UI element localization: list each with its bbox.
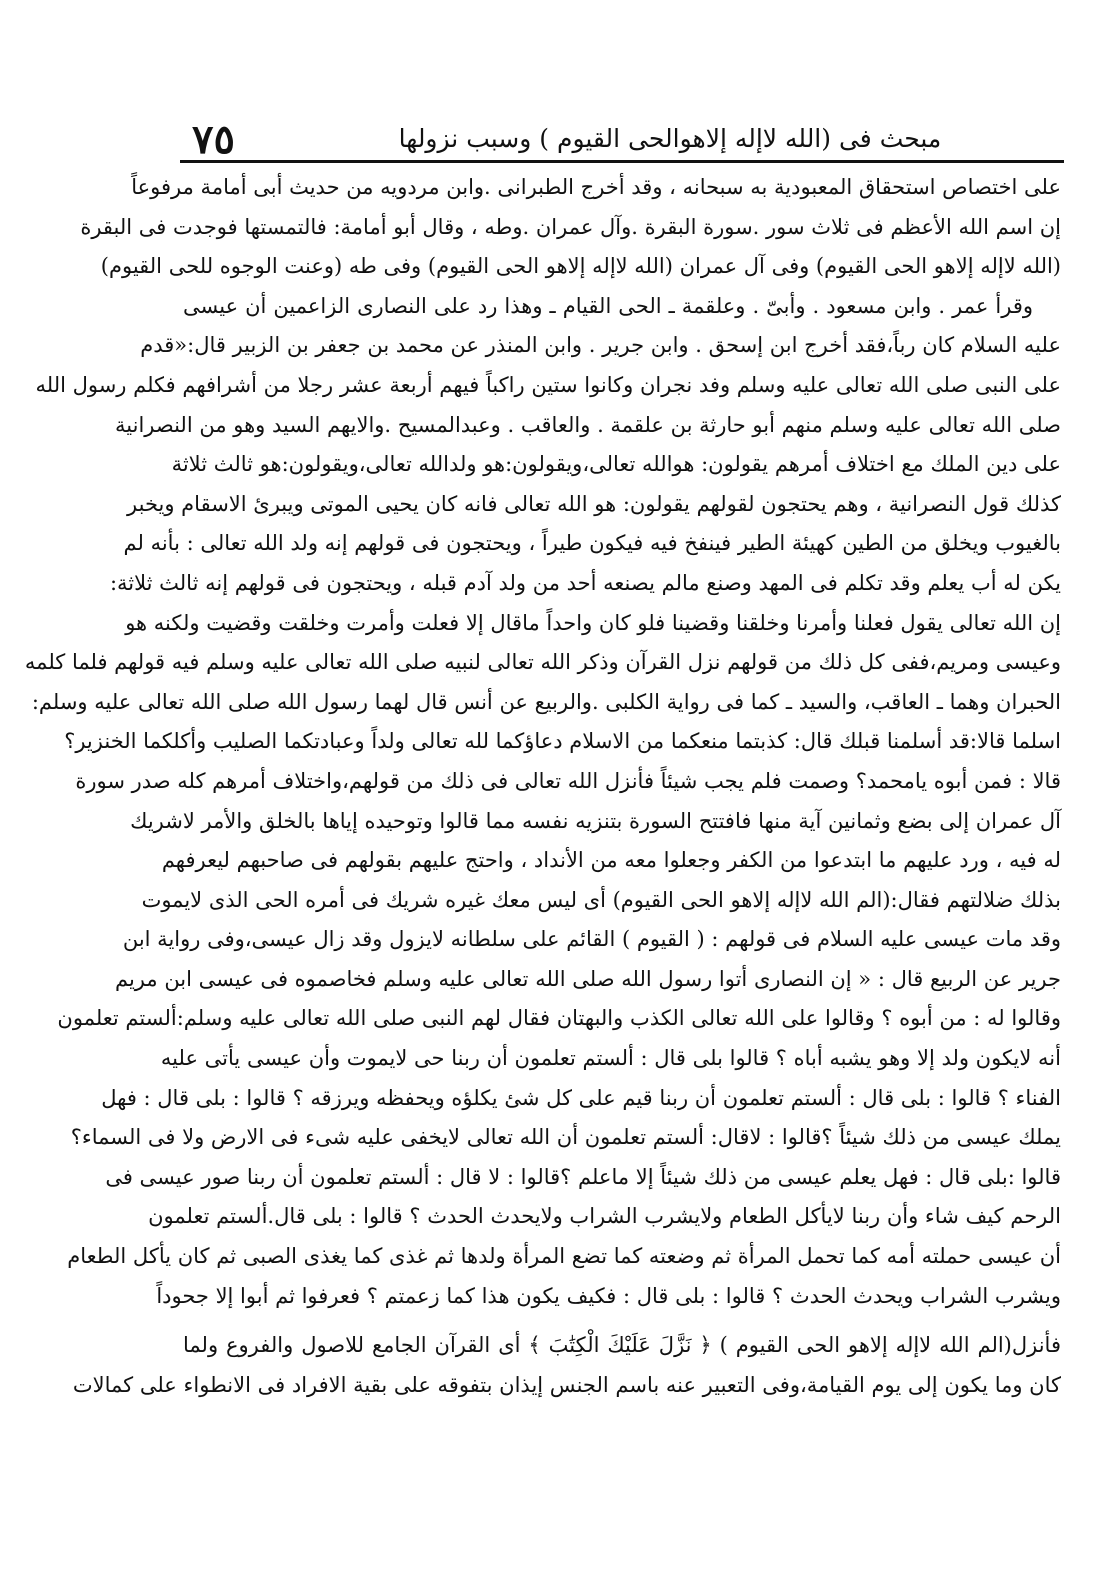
text-line: بذلك ضلالتهم فقال:(الم الله لاإله إلاهو الحى القيوم) أى ليس معك غيره شريك فى أمره الحى الذى لايموت (141, 887, 1061, 912)
text-line: اسلما قالا:قد أسلمنا قبلك قال: كذبتما منعكما من الاسلام دعاؤكما لله تعالى ولداً وعبادتكما الصليب وأكلكما الخنزير؟ (64, 729, 1061, 754)
text-line: فأنزل(الم الله لاإله إلاهو الحى القيوم ) ﴿ نَزَّلَ عَلَيْكَ الْكِتَٰبَ ﴾ أى القرآن الجامع للاصول والفروع ولما (183, 1333, 1061, 1358)
text-line: بالغيوب ويخلق من الطين كهيئة الطير فينفخ فيه فيكون طيراً ، ويحتجون فى قولهم إنه ولد الله تعالى : بأنه لم (123, 531, 1061, 556)
text-line: على النبى صلى الله تعالى عليه وسلم وفد نجران وكانوا ستين راكباً فيهم أربعة عشر رجلا من أشرافهم فكلم رسول الله (35, 372, 1061, 397)
text-line: إن الله تعالى يقول فعلنا وأمرنا وخلقنا وقضينا فلو كان واحداً ماقال إلا فعلت وأمرت وخلقت وقضيت ولكنه هو (125, 610, 1061, 635)
text-line: جرير عن الربيع قال : « إن النصارى أتوا رسول الله صلى الله تعالى عليه وسلم فخاصموه فى عيسى ابن مريم (114, 966, 1061, 991)
text-line: على اختصاص استحقاق المعبودية به سبحانه ، وقد أخرج الطبرانى .وابن مردويه من حديث أبى أمامة مرفوعاً (131, 175, 1061, 199)
text-line: ويشرب الشراب ويحدث الحدث ؟ قالوا : بلى قال : فكيف يكون هذا كما زعمتم ؟ فعرفوا ثم أبوا إلا جحوداً (156, 1283, 1061, 1308)
page-number: ٧٥ (192, 116, 235, 163)
text-line: (الله لاإله إلاهو الحى القيوم) وفى آل عمران (الله لاإله إلاهو الحى القيوم) وفى طه (وعنت الوجوه للحى القيوم) (100, 254, 1061, 279)
text-line: له فيه ، ورد عليهم ما ابتدعوا من الكفر وجعلوا معه من الأنداد ، واحتج عليهم بقولهم فى صاحبهم ليعرفهم (161, 848, 1061, 873)
text-line: وعيسى ومريم،ففى كل ذلك من قولهم نزل القرآن وذكر الله تعالى لنبيه صلى الله تعالى عليه وسلم فيه قولهم فلما كلمه (24, 650, 1061, 675)
text-line: وقالوا له : من أبوه ؟ وقالوا على الله تعالى الكذب والبهتان فقال لهم النبى صلى الله تعالى عليه وسلم:ألستم تعلمون (57, 1006, 1061, 1031)
text-line: الرحم كيف شاء وأن ربنا لايأكل الطعام ولايشرب الشراب ولايحدث الحدث ؟ قالوا : بلى قال.ألستم تعلمون (148, 1204, 1061, 1229)
text-line: الحبران وهما ـ العاقب، والسيد ـ كما فى رواية الكلبى .والربيع عن أنس قال لهما رسول الله صلى الله تعالى عليه وسلم: (31, 689, 1061, 714)
text-line: كذلك قول النصرانية ، وهم يحتجون لقولهم يقولون: هو الله تعالى فانه كان يحيى الموتى ويبرئ الاسقام ويخبر (127, 491, 1061, 516)
text-line: وقرأ عمر . وابن مسعود . وأبىّ . وعلقمة ـ الحى القيام ـ وهذا رد على النصارى الزاعمين أن عيسى (183, 293, 1033, 318)
text-line: قالا : فمن أبوه يامحمد؟ وصمت فلم يجب شيئاً فأنزل الله تعالى فى ذلك من قولهم،واختلاف أمرهم كله صدر سورة (75, 768, 1061, 793)
text-line: الفناء ؟ قالوا : بلى قال : ألستم تعلمون أن ربنا قيم على كل شئ يكلؤه ويحفظه ويرزقه ؟ قالوا : بلى قال : فهل (101, 1085, 1061, 1110)
running-title: مبحث فى (الله لاإله إلاهوالحى القيوم ) وسبب نزولها (398, 124, 942, 153)
text-line: إن اسم الله الأعظم فى ثلاث سور .سورة البقرة .وآل عمران .وطه ، وقال أبو أمامة: فالتمستها فوجدت فى البقرة (80, 214, 1061, 239)
text-line: صلى الله تعالى عليه وسلم منهم أبو حارثة بن علقمة . والعاقب . وعبدالمسيح .والايهم السيد وهو من النصرانية (115, 412, 1061, 437)
text-line: وقد مات عيسى عليه السلام فى قولهم : ( القيوم ) القائم على سلطانه لايزول وقد زال عيسى،وفى رواية ابن (122, 927, 1061, 952)
page-header (180, 112, 1060, 162)
text-line: عليه السلام كان رباً،فقد أخرج ابن إسحق . وابن جرير . وابن المنذر عن محمد بن جعفر بن الزبير قال:«قدم (140, 333, 1061, 358)
body-text (24, 168, 1061, 1405)
text-line: أنه لايكون ولد إلا وهو يشبه أباه ؟ قالوا بلى قال : ألستم تعلمون أن ربنا حى لايموت وأن عيسى يأتى عليه (160, 1046, 1061, 1071)
text-line: آل عمران إلى بضع وثمانين آية منها فافتتح السورة بتنزيه نفسه مما قالوا وتوحيده إياها بالخلق والأمر لاشريك (130, 808, 1061, 833)
text-line: كان وما يكون إلى يوم القيامة،وفى التعبير عنه باسم الجنس إيذان بتفوقه على بقية الافراد فى الانطواء على كمالات (72, 1372, 1061, 1397)
text-line: على دين الملك مع اختلاف أمرهم يقولون: هوالله تعالى،ويقولون:هو ولدالله تعالى،ويقولون:هو ثالث ثلاثة (171, 452, 1061, 477)
text-line: قالوا :بلى قال : فهل يعلم عيسى من ذلك شيئاً إلا ماعلم ؟قالوا : لا قال : ألستم تعلمون أن ربنا صور عيسى فى (105, 1164, 1061, 1189)
header-rule (180, 160, 1064, 163)
text-line: يكن له أب يعلم وقد تكلم فى المهد وصنع مالم يصنعه أحد من ولد آدم قبله ، ويحتجون فى قولهم إنه ثالث ثلاثة: (109, 570, 1061, 595)
text-line: أن عيسى حملته أمه كما تحمل المرأة ثم وضعته كما تضع المرأة ولدها ثم غذى كما يغذى الصبى ثم كان يأكل الطعام (67, 1244, 1061, 1269)
text-line: يملك عيسى من ذلك شيئاً ؟قالوا : لاقال: ألستم تعلمون أن الله تعالى لايخفى عليه شىء فى الارض ولا فى السماء؟ (70, 1125, 1061, 1150)
